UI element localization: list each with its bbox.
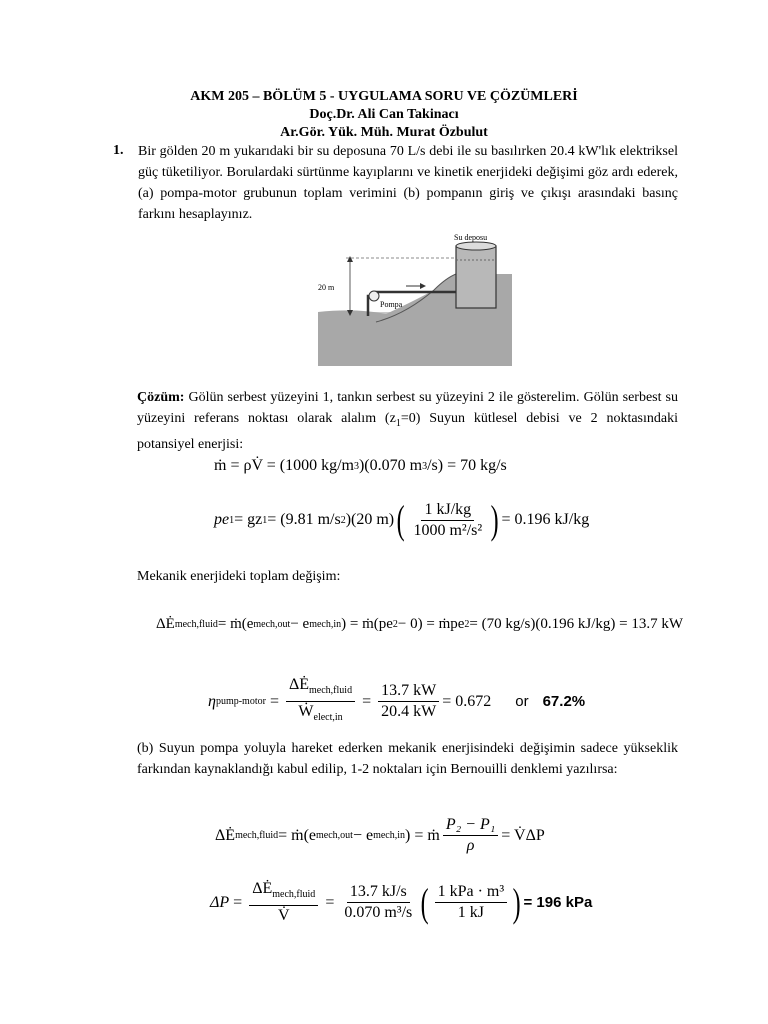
eq-dp-frac2-num: 13.7 kJ/s <box>347 883 410 903</box>
eq-eta-fraction2 <box>378 682 439 721</box>
eq-dp-fraction3 <box>435 883 508 922</box>
eq-bern-lhs-sub: mech,fluid <box>235 830 279 841</box>
eq-eta-frac2-num: 13.7 kW <box>378 682 439 702</box>
eq-pe-sup: 2 <box>340 514 346 526</box>
eq-bern-frac-num: P₂ − P₁ <box>443 816 498 836</box>
eq-emech-rhs2: − e <box>290 616 310 632</box>
eq-pe-lhs: pe <box>214 511 230 528</box>
equation-delta-p: ΔP = $\frac{\Delta Ė_{mech,fluid}}{V̇}$ = $\frac{13.7 kJ/s}{\text{0.070 m³/s}}$ ( $\frac{\text{1 kPa · m³}}{1 kJ}$ ) = 196 kPa <box>210 879 593 925</box>
eq-eta-sub: pump-motor <box>215 696 266 708</box>
eq-pe-mid-sub: 1 <box>262 514 268 526</box>
eq-bern-fraction <box>443 816 498 855</box>
eq-eta-fraction1 <box>286 676 355 727</box>
eq-emech-sub3: mech,in <box>309 619 342 630</box>
solution-intro-part-b: =0) Suyun kütlesel debisi ve 2 noktasındaki potansiyel enerjisi: <box>137 411 678 452</box>
eq-eta-num: ΔĖ <box>288 676 310 693</box>
eq-pe-mid3: )(20 m) <box>345 511 395 528</box>
pump-tank-figure <box>316 230 516 368</box>
tank-label: Su deposu <box>454 233 488 242</box>
eq-bern-frac-den: ρ <box>466 837 475 854</box>
eq-bern-sub2: mech,out <box>316 830 353 841</box>
equation-bernoulli <box>215 816 545 855</box>
eq-bern-rhs: = V̇ΔP <box>501 826 545 844</box>
height-label: 20 m <box>318 283 335 292</box>
eq-bern-mid3: ) = ṁ <box>405 826 440 844</box>
eq-bern-mid2: − e <box>352 826 374 844</box>
eq-mdot-rhs: /s) = 70 kg/s <box>427 457 507 474</box>
eq-dp-result: = 196 kPa <box>523 894 593 912</box>
eq-mdot-mid: )(0.070 m <box>358 457 423 474</box>
eq-mdot-sup1: 3 <box>353 460 359 472</box>
eq-bern-sub3: mech,in <box>373 830 406 841</box>
eq-eta-num-sub: mech,fluid <box>309 685 353 697</box>
pump <box>369 291 379 301</box>
eq-pe-frac-num: 1 kJ/kg <box>421 501 474 521</box>
eq-dp-frac3-num: 1 kPa · m³ <box>435 883 508 903</box>
eq-bern-mid: = ṁ(e <box>278 826 317 844</box>
eq-dp-fraction1 <box>249 880 318 925</box>
eq-dp-lhs: ΔP <box>210 893 230 911</box>
eq-dp-den: V̇ <box>277 907 290 925</box>
equation-efficiency: η pump-motor = $\frac{\Delta Ė_{mech,fluid}}{Ẇ_{elect,in}}$ = $\frac{13.7 kW}{20.4 kW}$ = 0.672 or 67.2% <box>208 676 585 727</box>
eq-emech-rhs5: = (70 kg/s)(0.196 kJ/kg) = 13.7 kW <box>469 616 683 632</box>
eq-mdot-lhs: ṁ = ρV̇ = (1000 kg/m <box>214 457 354 474</box>
eq-emech-sub: mech,fluid <box>174 619 218 630</box>
solution-label: Çözüm: <box>137 390 185 405</box>
eq-dp-frac2-den: 0.070 m³/s <box>344 904 413 922</box>
eq-eta-or: or <box>515 693 529 711</box>
eq-pe-frac-den: 1000 m²/s² <box>413 521 483 539</box>
eq-pe-lhs-sub: 1 <box>229 514 235 526</box>
solution-intro-sub: 1 <box>395 417 401 429</box>
equation-potential-energy: pe 1 = gz 1 = (9.81 m/s 2 )(20 m) ( $\frac{1 kJ/kg}{\text{1000 m²/s²}}$ ) = 0.196 kJ/kg <box>214 497 590 542</box>
question-text: Bir gölden 20 m yukarıdaki bir su deposuna 70 L/s debi ile su basılırken 20.4 kW'lık elektriksel güç tüketiliyor. Borulardaki sürtünme kayıplarını ve kinetik enerjideki değişimi göz ardı ederek, (a) pompa-motor grubunun toplam verimini (b) pompanın giriş ve çıkışı arasındaki basınç farkını hesaplayınız. <box>138 144 678 222</box>
equation-mass-flow <box>214 457 507 475</box>
eq-bern-lhs: ΔĖ <box>215 826 236 844</box>
question-number: 1. <box>113 143 124 158</box>
solution-intro <box>137 387 678 455</box>
eq-dp-frac3-den: 1 kJ <box>457 904 484 922</box>
document-title: AKM 205 – BÖLÜM 5 - UYGULAMA SORU VE ÇÖZÜMLERİ <box>190 89 578 104</box>
eq-dp-num-sub: mech,fluid <box>272 889 316 901</box>
eq-emech-rhs: = ṁ(e <box>217 616 254 632</box>
eq-eta-lhs: η <box>208 692 216 710</box>
mechanical-change-text: Mekanik enerjideki toplam değişim: <box>137 569 341 584</box>
part-b-text: (b) Suyun pompa yoluyla hareket ederken mekanik enerjisindeki değişimin sadece yükseklik farkından kaynaklandığı kabul edilip, 1-2 noktaları için Bernouilli denklemi yazılırsa: <box>137 741 678 777</box>
eq-emech-rhs4: − 0) = ṁpe <box>397 616 465 632</box>
eq-emech-sub5: 2 <box>464 619 470 630</box>
eq-eta-frac2-den: 20.4 kW <box>381 703 437 721</box>
eq-eta-value: = 0.672 <box>442 692 492 710</box>
pump-label: Pompa <box>380 300 403 309</box>
eq-mdot-sup2: 3 <box>422 460 428 472</box>
eq-pe-mid2: = (9.81 m/s <box>267 511 341 528</box>
eq-emech-sub2: mech,out <box>253 619 291 630</box>
eq-pe-fraction <box>410 501 485 540</box>
equation-mech-energy <box>156 616 683 633</box>
eq-dp-num: ΔĖ <box>252 880 273 897</box>
solution-intro-part-a: Gölün serbest yüzeyini 1, tankın serbest su yüzeyini 2 ile gösterelim. Gölün serbest su yüzeyini referans noktası olarak alalım (z <box>137 390 678 426</box>
eq-eta-den-sub: elect,in <box>313 712 343 724</box>
eq-emech-sub4: 2 <box>392 619 398 630</box>
author-primary: Doç.Dr. Ali Can Takinacı <box>309 107 459 122</box>
eq-eta-percent: 67.2% <box>542 693 586 711</box>
eq-emech-lhs: ΔĖ <box>156 616 175 632</box>
water-tank <box>456 246 496 308</box>
eq-pe-mid: = gz <box>234 511 263 528</box>
eq-eta-den: Ẇ <box>298 703 314 721</box>
eq-dp-fraction2 <box>341 883 415 922</box>
author-secondary: Ar.Gör. Yük. Müh. Murat Özbulut <box>280 125 488 140</box>
eq-emech-rhs3: ) = ṁ(pe <box>341 616 393 632</box>
eq-pe-rhs: = 0.196 kJ/kg <box>501 511 590 528</box>
